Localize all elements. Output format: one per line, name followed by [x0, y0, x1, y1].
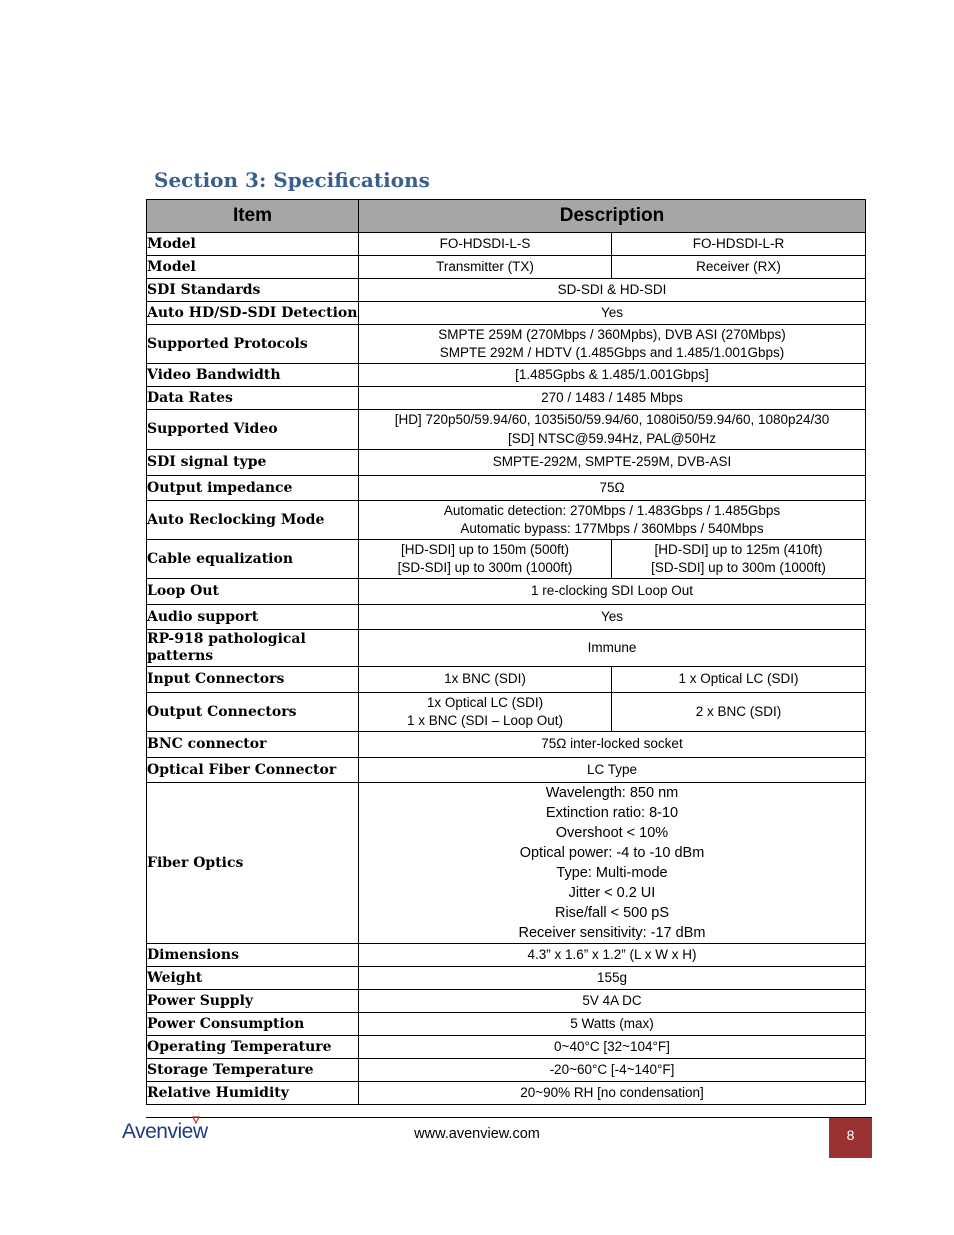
row-label: Weight	[147, 967, 359, 990]
description-value	[359, 302, 866, 325]
row-label: Power Consumption	[147, 1013, 359, 1036]
description-value	[359, 967, 866, 990]
value-line: Extinction ratio: 8-10	[545, 805, 679, 821]
table-row	[147, 279, 866, 302]
value-line: 155g	[596, 969, 628, 985]
row-label: Output Connectors	[147, 693, 359, 732]
tx-value	[359, 233, 612, 256]
table-row	[147, 450, 866, 476]
table-row	[147, 501, 866, 540]
row-label: RP-918 pathological patterns	[147, 630, 359, 667]
description-value	[359, 325, 866, 364]
description-value	[359, 944, 866, 967]
table-row	[147, 1036, 866, 1059]
tx-value	[359, 667, 612, 693]
tx-value	[359, 256, 612, 279]
row-label: Supported Protocols	[147, 325, 359, 364]
row-label: Audio support	[147, 605, 359, 630]
description-value	[359, 605, 866, 630]
value-line: SMPTE 292M / HDTV (1.485Gbps and 1.485/1.001Gbps)	[439, 345, 785, 360]
row-label: Storage Temperature	[147, 1059, 359, 1082]
table-row	[147, 364, 866, 387]
footer-divider	[146, 1117, 872, 1118]
description-value	[359, 279, 866, 302]
footer-url: www.avenview.com	[414, 1126, 540, 1142]
section-title: Section 3: Specifications	[154, 168, 430, 192]
table-row	[147, 783, 866, 944]
table-row	[147, 410, 866, 450]
table-row	[147, 1059, 866, 1082]
value-line: FO-HDSDI-L-R	[692, 235, 785, 251]
specifications-table	[146, 199, 866, 1105]
description-value	[359, 783, 866, 944]
description-value	[359, 501, 866, 540]
table-row	[147, 967, 866, 990]
table-row	[147, 476, 866, 501]
value-line: 75Ω	[599, 479, 625, 495]
value-line: FO-HDSDI-L-S	[439, 235, 531, 251]
value-line: Type: Multi-mode	[556, 865, 668, 881]
table-row	[147, 990, 866, 1013]
value-line: Rise/fall < 500 pS	[554, 905, 670, 921]
row-label: SDI signal type	[147, 450, 359, 476]
row-label: Auto Reclocking Mode	[147, 501, 359, 540]
value-line: [SD] NTSC@59.94Hz, PAL@50Hz	[508, 430, 716, 446]
table-row	[147, 605, 866, 630]
row-label: SDI Standards	[147, 279, 359, 302]
row-label: Model	[147, 233, 359, 256]
row-label: Data Rates	[147, 387, 359, 410]
value-line: 75Ω inter-locked socket	[541, 736, 683, 752]
value-line: Jitter < 0.2 UI	[568, 885, 656, 901]
table-row	[147, 256, 866, 279]
value-line: 1 re-clocking SDI Loop Out	[530, 583, 694, 599]
description-value	[359, 1036, 866, 1059]
table-row	[147, 579, 866, 605]
row-label: Dimensions	[147, 944, 359, 967]
value-line: 0~40°C [32~104°F]	[554, 1038, 670, 1054]
value-line: Receiver (RX)	[696, 258, 781, 274]
page-number: 8	[829, 1118, 872, 1158]
description-value	[359, 1082, 866, 1105]
tx-value	[359, 693, 612, 732]
value-line: Overshoot < 10%	[555, 825, 669, 841]
description-value	[359, 758, 866, 783]
value-line: SMPTE 259M (270Mbps / 360Mpbs), DVB ASI (270Mbps)	[438, 326, 786, 342]
row-label: Model	[147, 256, 359, 279]
table-row	[147, 233, 866, 256]
value-line: LC Type	[586, 761, 638, 777]
value-line: -20~60°C [-4~140°F]	[549, 1061, 675, 1077]
table-row	[147, 325, 866, 364]
value-line: 5V 4A DC	[582, 992, 642, 1008]
table-row	[147, 387, 866, 410]
description-value	[359, 732, 866, 758]
row-label: Output impedance	[147, 476, 359, 501]
row-label: BNC connector	[147, 732, 359, 758]
description-value	[359, 990, 866, 1013]
value-line: 1 x Optical LC (SDI)	[678, 671, 799, 687]
description-value	[359, 1059, 866, 1082]
description-value	[359, 364, 866, 387]
value-line: [HD] 720p50/59.94/60, 1035i50/59.94/60, 1080i50/59.94/60, 1080p24/30	[394, 412, 830, 427]
value-line: Yes	[600, 608, 624, 624]
logo-text: Avenview	[122, 1120, 208, 1143]
description-value	[359, 476, 866, 501]
row-label: Fiber Optics	[147, 783, 359, 944]
table-row	[147, 302, 866, 325]
row-label: Cable equalization	[147, 540, 359, 579]
rx-value	[612, 540, 866, 579]
table-body	[147, 233, 866, 1105]
table-row	[147, 1013, 866, 1036]
row-label: Input Connectors	[147, 667, 359, 693]
tx-value	[359, 540, 612, 579]
value-line: 270 / 1483 / 1485 Mbps	[541, 389, 683, 405]
row-label: Operating Temperature	[147, 1036, 359, 1059]
value-line: [SD-SDI] up to 300m (1000ft)	[397, 560, 573, 575]
value-line: [HD-SDI] up to 150m (500ft)	[400, 541, 570, 557]
table-row	[147, 630, 866, 667]
table-row	[147, 540, 866, 579]
rx-value	[612, 667, 866, 693]
table-header-row	[147, 200, 866, 233]
table-row	[147, 693, 866, 732]
value-line: 2 x BNC (SDI)	[695, 703, 782, 719]
value-line: 1 x BNC (SDI – Loop Out)	[406, 713, 564, 728]
header-item: Item	[147, 200, 359, 233]
row-label: Supported Video	[147, 410, 359, 450]
rx-value	[612, 233, 866, 256]
description-value	[359, 410, 866, 450]
description-value	[359, 387, 866, 410]
value-line: 4.3” x 1.6” x 1.2” (L x W x H)	[527, 946, 697, 962]
table-row	[147, 1082, 866, 1105]
row-label: Video Bandwidth	[147, 364, 359, 387]
value-line: 20~90% RH [no condensation]	[520, 1084, 704, 1100]
row-label: Loop Out	[147, 579, 359, 605]
rx-value	[612, 693, 866, 732]
value-line: Wavelength: 850 nm	[545, 785, 679, 801]
value-line: Automatic detection: 270Mbps / 1.483Gbps / 1.485Gbps	[443, 502, 781, 518]
value-line: SMPTE-292M, SMPTE-259M, DVB-ASI	[492, 454, 732, 470]
row-label: Optical Fiber Connector	[147, 758, 359, 783]
value-line: Immune	[587, 639, 637, 655]
table-row	[147, 758, 866, 783]
rx-value	[612, 256, 866, 279]
table-row	[147, 667, 866, 693]
description-value	[359, 579, 866, 605]
header-description: Description	[359, 200, 866, 233]
value-line: Transmitter (TX)	[436, 258, 534, 274]
value-line: SD-SDI & HD-SDI	[557, 281, 667, 297]
table-row	[147, 732, 866, 758]
value-line: Yes	[600, 304, 624, 320]
logo-mark-icon	[192, 1116, 200, 1124]
value-line: 1x Optical LC (SDI)	[426, 694, 544, 710]
value-line: [HD-SDI] up to 125m (410ft)	[654, 541, 823, 557]
value-line: 1x BNC (SDI)	[444, 671, 526, 687]
value-line: [SD-SDI] up to 300m (1000ft)	[651, 560, 826, 575]
row-label: Power Supply	[147, 990, 359, 1013]
table-row	[147, 944, 866, 967]
value-line: [1.485Gpbs & 1.485/1.001Gbps]	[515, 366, 709, 382]
value-line: Automatic bypass: 177Mbps / 360Mbps / 540Mbps	[460, 521, 764, 536]
value-line: 5 Watts (max)	[570, 1015, 654, 1031]
description-value	[359, 1013, 866, 1036]
value-line: Optical power: -4 to -10 dBm	[519, 845, 705, 861]
description-value	[359, 450, 866, 476]
description-value	[359, 630, 866, 667]
value-line: Receiver sensitivity: -17 dBm	[518, 925, 706, 941]
row-label: Auto HD/SD-SDI Detection	[147, 302, 359, 325]
row-label: Relative Humidity	[147, 1082, 359, 1105]
